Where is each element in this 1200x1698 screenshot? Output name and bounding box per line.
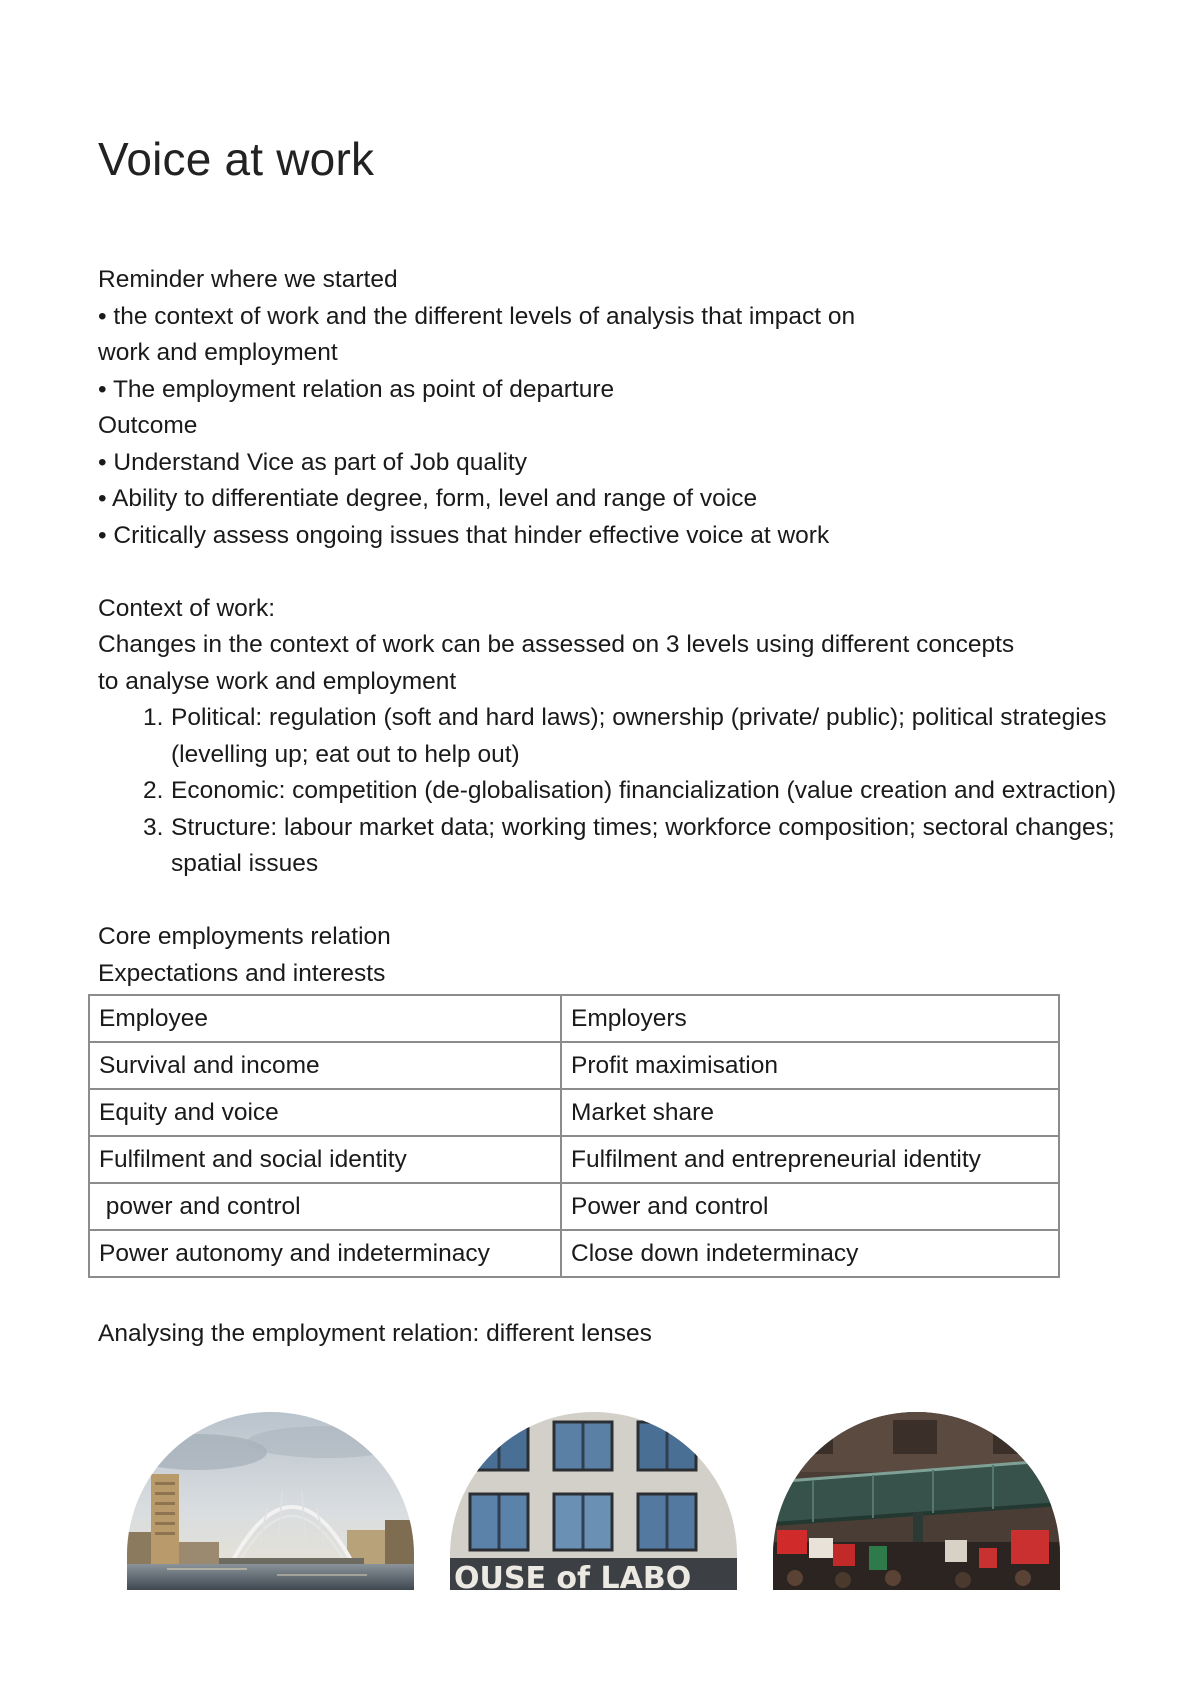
building-sign-text: OUSE of LABO	[454, 1561, 692, 1590]
table-cell: Survival and income	[89, 1042, 561, 1089]
table-row	[89, 1089, 1059, 1136]
table-cell: Employee	[89, 995, 561, 1042]
bullet-line: • Ability to differentiate degree, form, level and range of voice	[98, 485, 758, 512]
list-number: 3.	[143, 813, 164, 841]
section-heading: Context of work:	[98, 594, 276, 622]
text-line: to analyse work and employment	[98, 667, 457, 695]
list-number: 1.	[143, 704, 164, 731]
table-row	[89, 1183, 1059, 1230]
table-row	[89, 1230, 1059, 1277]
table-cell: Equity and voice	[89, 1089, 561, 1136]
text-line: Reminder where we started	[98, 266, 398, 293]
text-line: work and employment	[98, 339, 338, 366]
list-item	[98, 773, 1118, 810]
body-text	[98, 262, 1118, 1353]
blank-line	[98, 1278, 1118, 1316]
table-cell: Fulfilment and social identity	[89, 1136, 561, 1183]
house-of-labour-photo	[450, 1412, 737, 1590]
table-row	[89, 995, 1059, 1042]
bullet-line: • Understand Vice as part of Job quality	[98, 448, 527, 476]
table-cell: Fulfilment and entrepreneurial identity	[561, 1136, 1059, 1183]
list-text: Structure: labour market data; working times; workforce composition; sectoral changes; spatial issues	[171, 813, 1115, 877]
protest-photo	[773, 1412, 1060, 1590]
table-cell: Profit maximisation	[561, 1042, 1059, 1089]
text-line: Changes in the context of work can be assessed on 3 levels using different concepts	[98, 631, 1015, 658]
table-caption: Expectations and interests	[98, 959, 386, 987]
blank-line	[98, 883, 1118, 920]
bullet-line: • The employment relation as point of departure	[98, 375, 615, 403]
bullet-line: • the context of work and the different levels of analysis that impact on	[98, 302, 856, 330]
list-item	[98, 810, 1118, 883]
page-title: Voice at work	[98, 133, 375, 185]
levels-list	[98, 700, 1118, 883]
table-row	[89, 1136, 1059, 1183]
bridge-photo	[127, 1412, 414, 1590]
table-row	[89, 1042, 1059, 1089]
table-cell: Employers	[561, 995, 1059, 1042]
expectations-table	[88, 994, 1060, 1278]
text-line: Outcome	[98, 412, 198, 439]
table-cell: Market share	[561, 1089, 1059, 1136]
list-item	[98, 700, 1118, 773]
list-text: Economic: competition (de-globalisation) financialization (value creation and extraction)	[171, 777, 1117, 804]
list-text: Political: regulation (soft and hard laws); ownership (private/ public); political strategies (levelling up; eat out to help out)	[171, 704, 1107, 768]
lenses-photos	[0, 1412, 1200, 1590]
building-photo-image	[450, 1412, 737, 1590]
section-heading: Analysing the employment relation: different lenses	[98, 1320, 652, 1347]
section-heading: Core employments relation	[98, 923, 391, 950]
table-cell: Power autonomy and indeterminacy	[89, 1230, 561, 1277]
protest-photo-image	[773, 1412, 1060, 1590]
bullet-line: • Critically assess ongoing issues that hinder effective voice at work	[98, 521, 830, 549]
table-cell: Close down indeterminacy	[561, 1230, 1059, 1277]
bridge-photo-image	[127, 1412, 414, 1590]
list-number: 2.	[143, 777, 164, 804]
blank-line	[98, 554, 1118, 591]
table-cell: power and control	[89, 1183, 561, 1230]
table-cell: Power and control	[561, 1183, 1059, 1230]
